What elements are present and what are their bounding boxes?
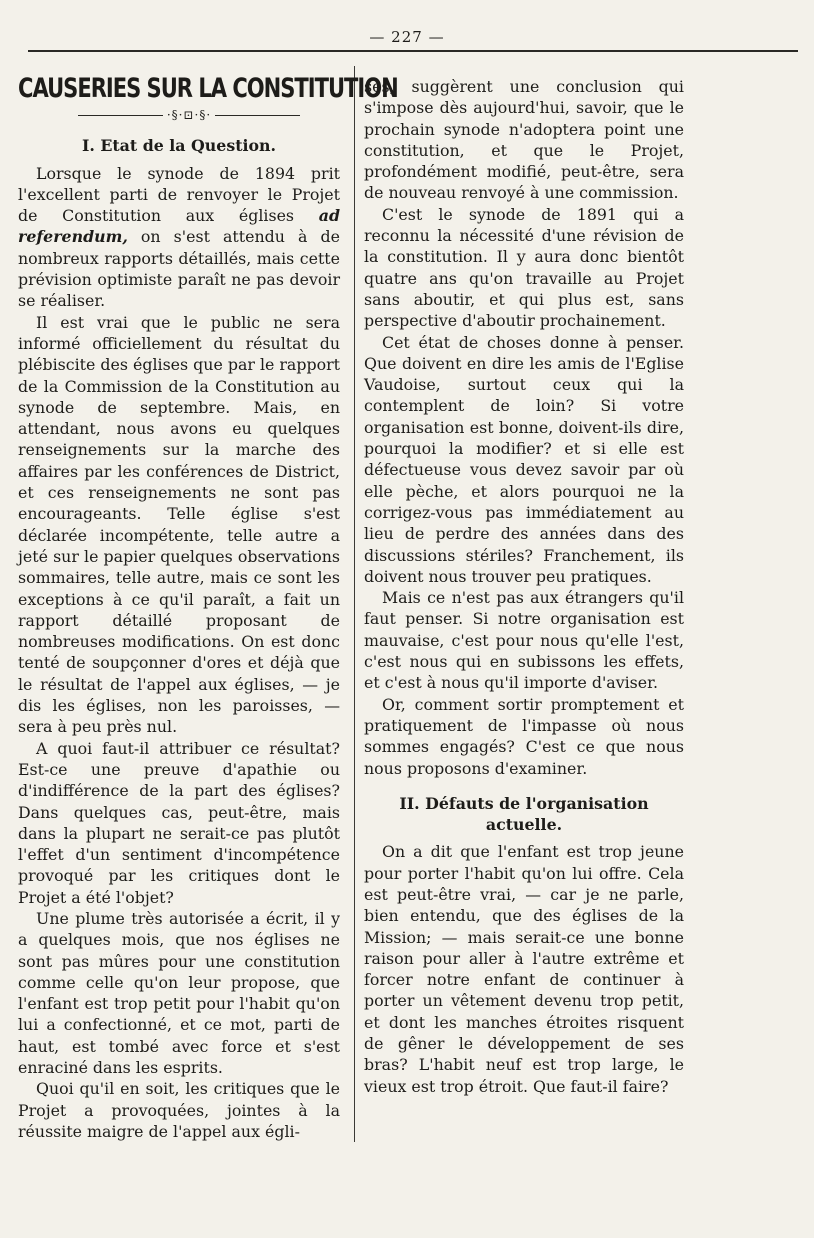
paragraph-10: Or, comment sortir promptement et pratiquement de l'impasse où nous sommes engagés? C'est ce que nous nous proposons d'examiner.: [364, 694, 684, 778]
paragraph-5: Quoi qu'il en soit, les critiques que le Projet a provoquées, jointes à la réussite maigre de l'appel aux égli-: [18, 1079, 340, 1141]
paragraph-6: ses, suggèrent une conclusion qui s'impose dès aujourd'hui, savoir, que le prochain synode n'adoptera point une constitution, et que le Projet, profondément modifié, peut-être, sera de nouveau renvoyé à une commission.: [364, 77, 684, 203]
paragraph-1-text-a: Lorsque le synode de 1894 prit l'excellent parti de renvoyer le Projet de Constitution aux églises: [18, 163, 340, 226]
paragraph-4: Une plume très autorisée a écrit, il y a quelques mois, que nos églises ne sont pas mûres pour une constitution comme celle qu'on leur propose, que l'enfant est trop petit pour l'habit qu'on lui a confectionné, et ce mot, parti de haut, est tombé avec force et s'est enraciné dans les esprits.: [18, 908, 340, 1078]
ornament-line-right: [215, 115, 300, 116]
paragraph-3: A quoi faut-il attribuer ce résultat? Est-ce une preuve d'apathie ou d'indifférence de la part des églises? Dans quelques cas, peut-être, mais dans la plupart ne serait-ce pas plutôt l'effet d'un sentiment d'incompétence provoqué par les critiques dont le Projet a été l'objet?: [18, 738, 340, 907]
title-ornament: [78, 109, 300, 121]
paragraph-9: Mais ce n'est pas aux étrangers qu'il faut penser. Si notre organisation est mauvaise, c'est pour nous qu'elle l'est, c'est nous qui en subissons les effets, et c'est à nous qu'il importe d'aviser.: [364, 588, 684, 693]
left-column: [18, 68, 398, 1142]
paragraph-1: [18, 163, 340, 312]
column-divider: [354, 66, 355, 1142]
ornament-line-left: [78, 115, 163, 116]
paragraph-8: Cet état de choses donne à penser. Que doivent en dire les amis de l'Eglise Vaudoise, surtout ceux qui la contemplent de loin? Si votre organisation est bonne, doivent-ils dire, pourquoi la modifier? et si elle est défectueuse vous devez savoir par où elle pèche, et alors pourquoi ne la corrigez-vous pas immédiatement au lieu de perdre des années dans des discussions stériles? Franchement, ils doivent nous trouver peu pratiques.: [364, 332, 684, 586]
paragraph-1-emphasis: ad referendum,: [18, 206, 340, 247]
article-title: CAUSERIES SUR LA CONSTITUTION: [18, 73, 398, 104]
header-rule: [28, 50, 798, 52]
paragraph-7: C'est le synode de 1891 qui a reconnu la nécessité d'une révision de la constitution. Il y aura donc bientôt quatre ans qu'on travaille au Projet sans aboutir, et qui plus est, sans perspective d'aboutir prochainement.: [364, 204, 684, 331]
page-number: — 227 —: [369, 28, 445, 46]
section-heading-2: II. Défauts de l'organisation actuelle.: [399, 793, 649, 835]
paragraph-1-text-b: on s'est attendu à de nombreux rapports détaillés, mais cette prévision optimiste paraît ne pas devoir se réaliser.: [18, 227, 340, 311]
paragraph-11: On a dit que l'enfant est trop jeune pour porter l'habit qu'on lui offre. Cela est peut-être vrai, — car je ne parle, bien entendu, que des églises de la Mission; — mais serait-ce une bonne raison pour aller à l'autre extrême et forcer notre enfant de continuer à porter un vêtement devenu trop petit, et dont les manches étroites risquent de gêner le développement de ses bras? L'habit neuf est trop large, le vieux est trop étroit. Que faut-il faire?: [364, 842, 684, 1096]
paragraph-2: Il est vrai que le public ne sera informé officiellement du résultat du plébiscite des églises que par le rapport de la Commission de la Constitution au synode de septembre. Mais, en attendant, nous avons eu quelques renseignements sur la marche des affaires par les conférences de District, et ces renseignements ne sont pas encourageants. Telle église s'est déclarée incompétente, telle autre a jeté sur le papier quelques observations sommaires, telle autre, mais ce sont les exceptions à ce qu'il paraît, a fait un rapport détaillé proposant de nombreuses modifications. On est donc tenté de soupçonner d'ores et déjà que le résultat de l'appel aux églises, — je dis les églises, non les paroisses, — sera à peu près nul.: [18, 312, 340, 737]
right-column: [364, 76, 684, 1097]
ornament-icon: ·§·⊡·§·: [166, 108, 212, 123]
section-heading-1: I. Etat de la Question.: [81, 136, 277, 156]
